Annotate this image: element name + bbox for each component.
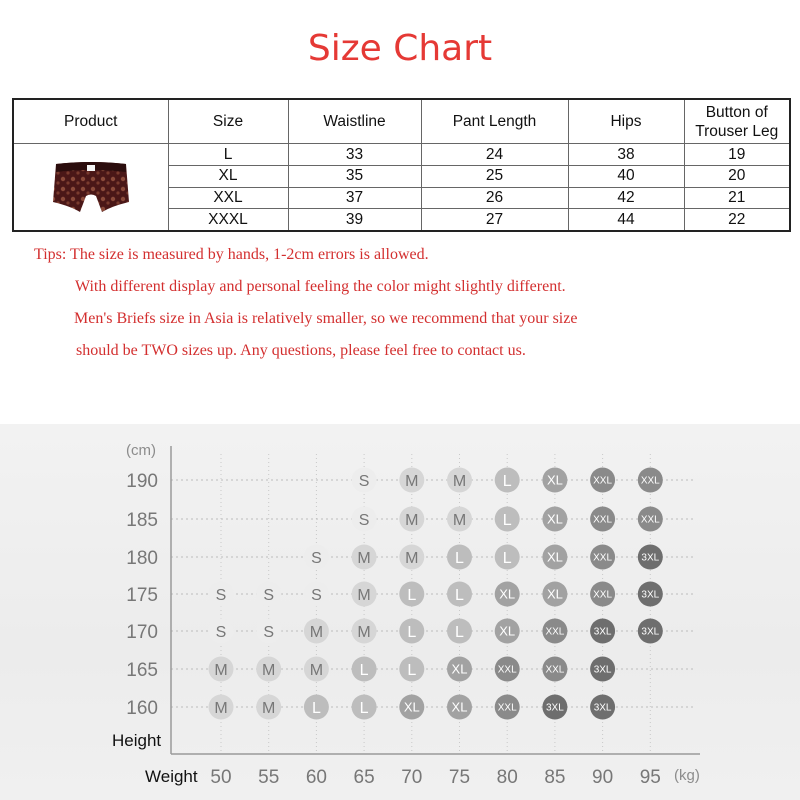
weight-tick-label: 70 bbox=[401, 767, 423, 788]
header-button-of-trouser-leg bbox=[684, 99, 790, 144]
height-tick-label: 185 bbox=[126, 510, 158, 531]
size-bubble-label: XXL bbox=[593, 552, 613, 564]
size-bubble-label: S bbox=[311, 586, 322, 604]
cell-waistline: 37 bbox=[288, 187, 421, 209]
weight-tick-label: 65 bbox=[353, 767, 375, 788]
height-tick-label: 165 bbox=[126, 660, 158, 681]
weight-tick-label: 95 bbox=[639, 767, 661, 788]
size-bubble-label: M bbox=[357, 586, 371, 604]
size-bubble-label: L bbox=[502, 472, 512, 490]
size-bubble-label: XL bbox=[451, 699, 468, 715]
size-bubble-label: L bbox=[311, 699, 321, 717]
header-product: Product bbox=[13, 99, 168, 144]
size-bubble-label: S bbox=[215, 586, 227, 604]
size-bubble-label: L bbox=[407, 623, 417, 641]
weight-tick-label: 80 bbox=[496, 767, 518, 788]
cell-pant-length: 24 bbox=[421, 144, 568, 166]
size-bubble-label: L bbox=[455, 623, 464, 641]
size-bubble-label: XL bbox=[451, 661, 468, 677]
height-tick-label: 175 bbox=[126, 585, 158, 606]
weight-tick-label: 50 bbox=[210, 767, 232, 788]
size-bubble-label: M bbox=[452, 511, 467, 529]
product-image bbox=[13, 144, 168, 231]
cell-pant-length: 27 bbox=[421, 209, 568, 231]
weight-tick-label: 85 bbox=[544, 767, 566, 788]
size-bubble-label: L bbox=[407, 661, 417, 679]
weight-tick-label: 90 bbox=[592, 767, 614, 788]
height-tick-label: 170 bbox=[126, 622, 158, 643]
size-bubble-label: L bbox=[502, 549, 512, 567]
size-bubble-label: M bbox=[452, 472, 467, 490]
size-grid-chart bbox=[0, 424, 800, 800]
cell-size: XXXL bbox=[168, 209, 288, 231]
size-bubble-label: M bbox=[309, 661, 324, 679]
size-bubble-label: XXL bbox=[497, 702, 517, 714]
size-bubble-label: S bbox=[358, 472, 370, 490]
tip-line: Tips: The size is measured by hands, 1-2cm errors is allowed. bbox=[34, 246, 429, 263]
size-bubble-label: 3XL bbox=[593, 664, 612, 676]
size-bubble-label: XXL bbox=[640, 475, 660, 487]
size-bubble-label: XXL bbox=[640, 514, 660, 526]
size-bubble-label: M bbox=[214, 699, 228, 717]
size-bubble-label: M bbox=[357, 623, 371, 641]
size-bubble-label: 3XL bbox=[641, 626, 660, 638]
size-bubble-label: 3XL bbox=[546, 702, 564, 714]
size-bubble-label: XXL bbox=[593, 514, 613, 526]
weight-tick-label: 60 bbox=[305, 767, 327, 788]
weight-tick-label: 75 bbox=[448, 767, 471, 788]
size-bubble-label: 3XL bbox=[641, 589, 660, 601]
height-weight-grid bbox=[0, 424, 800, 800]
size-bubble-label: XXL bbox=[545, 626, 565, 638]
cell-button-of-trouser-leg: 22 bbox=[684, 209, 790, 231]
size-bubble-label: XXL bbox=[545, 664, 565, 676]
tip-line: Men's Briefs size in Asia is relatively smaller, so we recommend that your size bbox=[74, 310, 578, 327]
size-bubble-label: S bbox=[311, 549, 322, 567]
size-bubble-label: M bbox=[309, 623, 324, 641]
size-bubble-label: XXL bbox=[593, 589, 613, 601]
cell-pant-length: 25 bbox=[421, 166, 568, 188]
size-bubble-label: M bbox=[357, 549, 371, 567]
weight-unit-label: (kg) bbox=[674, 767, 700, 784]
size-bubble-label: L bbox=[359, 661, 369, 679]
header-line: Button of bbox=[705, 103, 768, 121]
cell-size: L bbox=[168, 144, 288, 166]
header-pant-length: Pant Length bbox=[421, 99, 568, 144]
cell-hips: 38 bbox=[568, 144, 684, 166]
size-bubble-label: M bbox=[214, 661, 228, 679]
cell-size: XL bbox=[168, 166, 288, 188]
briefs-icon bbox=[50, 156, 132, 214]
size-bubble-label: S bbox=[263, 586, 275, 604]
tip-line: should be TWO sizes up. Any questions, please feel free to contact us. bbox=[76, 342, 526, 359]
size-bubble-label: S bbox=[358, 511, 370, 529]
header-waistline: Waistline bbox=[288, 99, 421, 144]
size-bubble-label: L bbox=[359, 699, 369, 717]
tip-line: With different display and personal feeling the color might slightly different. bbox=[75, 278, 566, 295]
size-bubble-label: XL bbox=[546, 511, 563, 527]
height-tick-label: 160 bbox=[126, 698, 158, 719]
weight-tick-label: 55 bbox=[258, 767, 280, 788]
weight-axis-title: Weight bbox=[145, 767, 198, 786]
size-bubble-label: 3XL bbox=[593, 702, 612, 714]
height-unit-label: (cm) bbox=[126, 442, 156, 459]
cell-button-of-trouser-leg: 19 bbox=[684, 144, 790, 166]
table-header-row bbox=[13, 99, 790, 144]
size-bubble-label: XL bbox=[546, 549, 563, 565]
size-bubble-label: XL bbox=[403, 699, 420, 715]
size-bubble-label: XL bbox=[499, 623, 516, 639]
size-bubble-label: M bbox=[405, 511, 419, 529]
size-bubble-label: M bbox=[405, 549, 419, 567]
size-table bbox=[12, 98, 791, 232]
size-bubble-label: XL bbox=[546, 586, 563, 602]
header-hips: Hips bbox=[568, 99, 684, 144]
cell-waistline: 39 bbox=[288, 209, 421, 231]
size-bubble-label: L bbox=[502, 511, 512, 529]
header-size: Size bbox=[168, 99, 288, 144]
size-bubble-label: XXL bbox=[497, 664, 517, 676]
cell-hips: 42 bbox=[568, 187, 684, 209]
size-bubble-label: S bbox=[215, 623, 227, 641]
size-bubble-label: 3XL bbox=[641, 552, 660, 564]
table-row bbox=[13, 144, 790, 166]
size-bubble-label: XXL bbox=[593, 475, 613, 487]
cell-hips: 44 bbox=[568, 209, 684, 231]
size-bubble-label: S bbox=[263, 623, 275, 641]
size-bubble-label: 3XL bbox=[593, 626, 612, 638]
height-tick-label: 180 bbox=[126, 548, 158, 569]
size-bubble-label: L bbox=[455, 549, 464, 567]
page-title: Size Chart bbox=[307, 28, 493, 69]
height-axis-title: Height bbox=[112, 731, 162, 750]
cell-size: XXL bbox=[168, 187, 288, 209]
header-line: Trouser Leg bbox=[695, 122, 779, 140]
height-tick-label: 190 bbox=[126, 471, 158, 492]
cell-waistline: 33 bbox=[288, 144, 421, 166]
size-bubble-label: M bbox=[405, 472, 419, 490]
size-bubble-label: XL bbox=[546, 472, 563, 488]
cell-button-of-trouser-leg: 20 bbox=[684, 166, 790, 188]
size-bubble-label: L bbox=[455, 586, 464, 604]
cell-pant-length: 26 bbox=[421, 187, 568, 209]
cell-waistline: 35 bbox=[288, 166, 421, 188]
size-bubble-label: L bbox=[407, 586, 417, 604]
size-bubble-label: XL bbox=[499, 586, 516, 602]
size-bubble-label: M bbox=[262, 661, 276, 679]
size-bubble-label: M bbox=[262, 699, 276, 717]
cell-button-of-trouser-leg: 21 bbox=[684, 187, 790, 209]
cell-hips: 40 bbox=[568, 166, 684, 188]
